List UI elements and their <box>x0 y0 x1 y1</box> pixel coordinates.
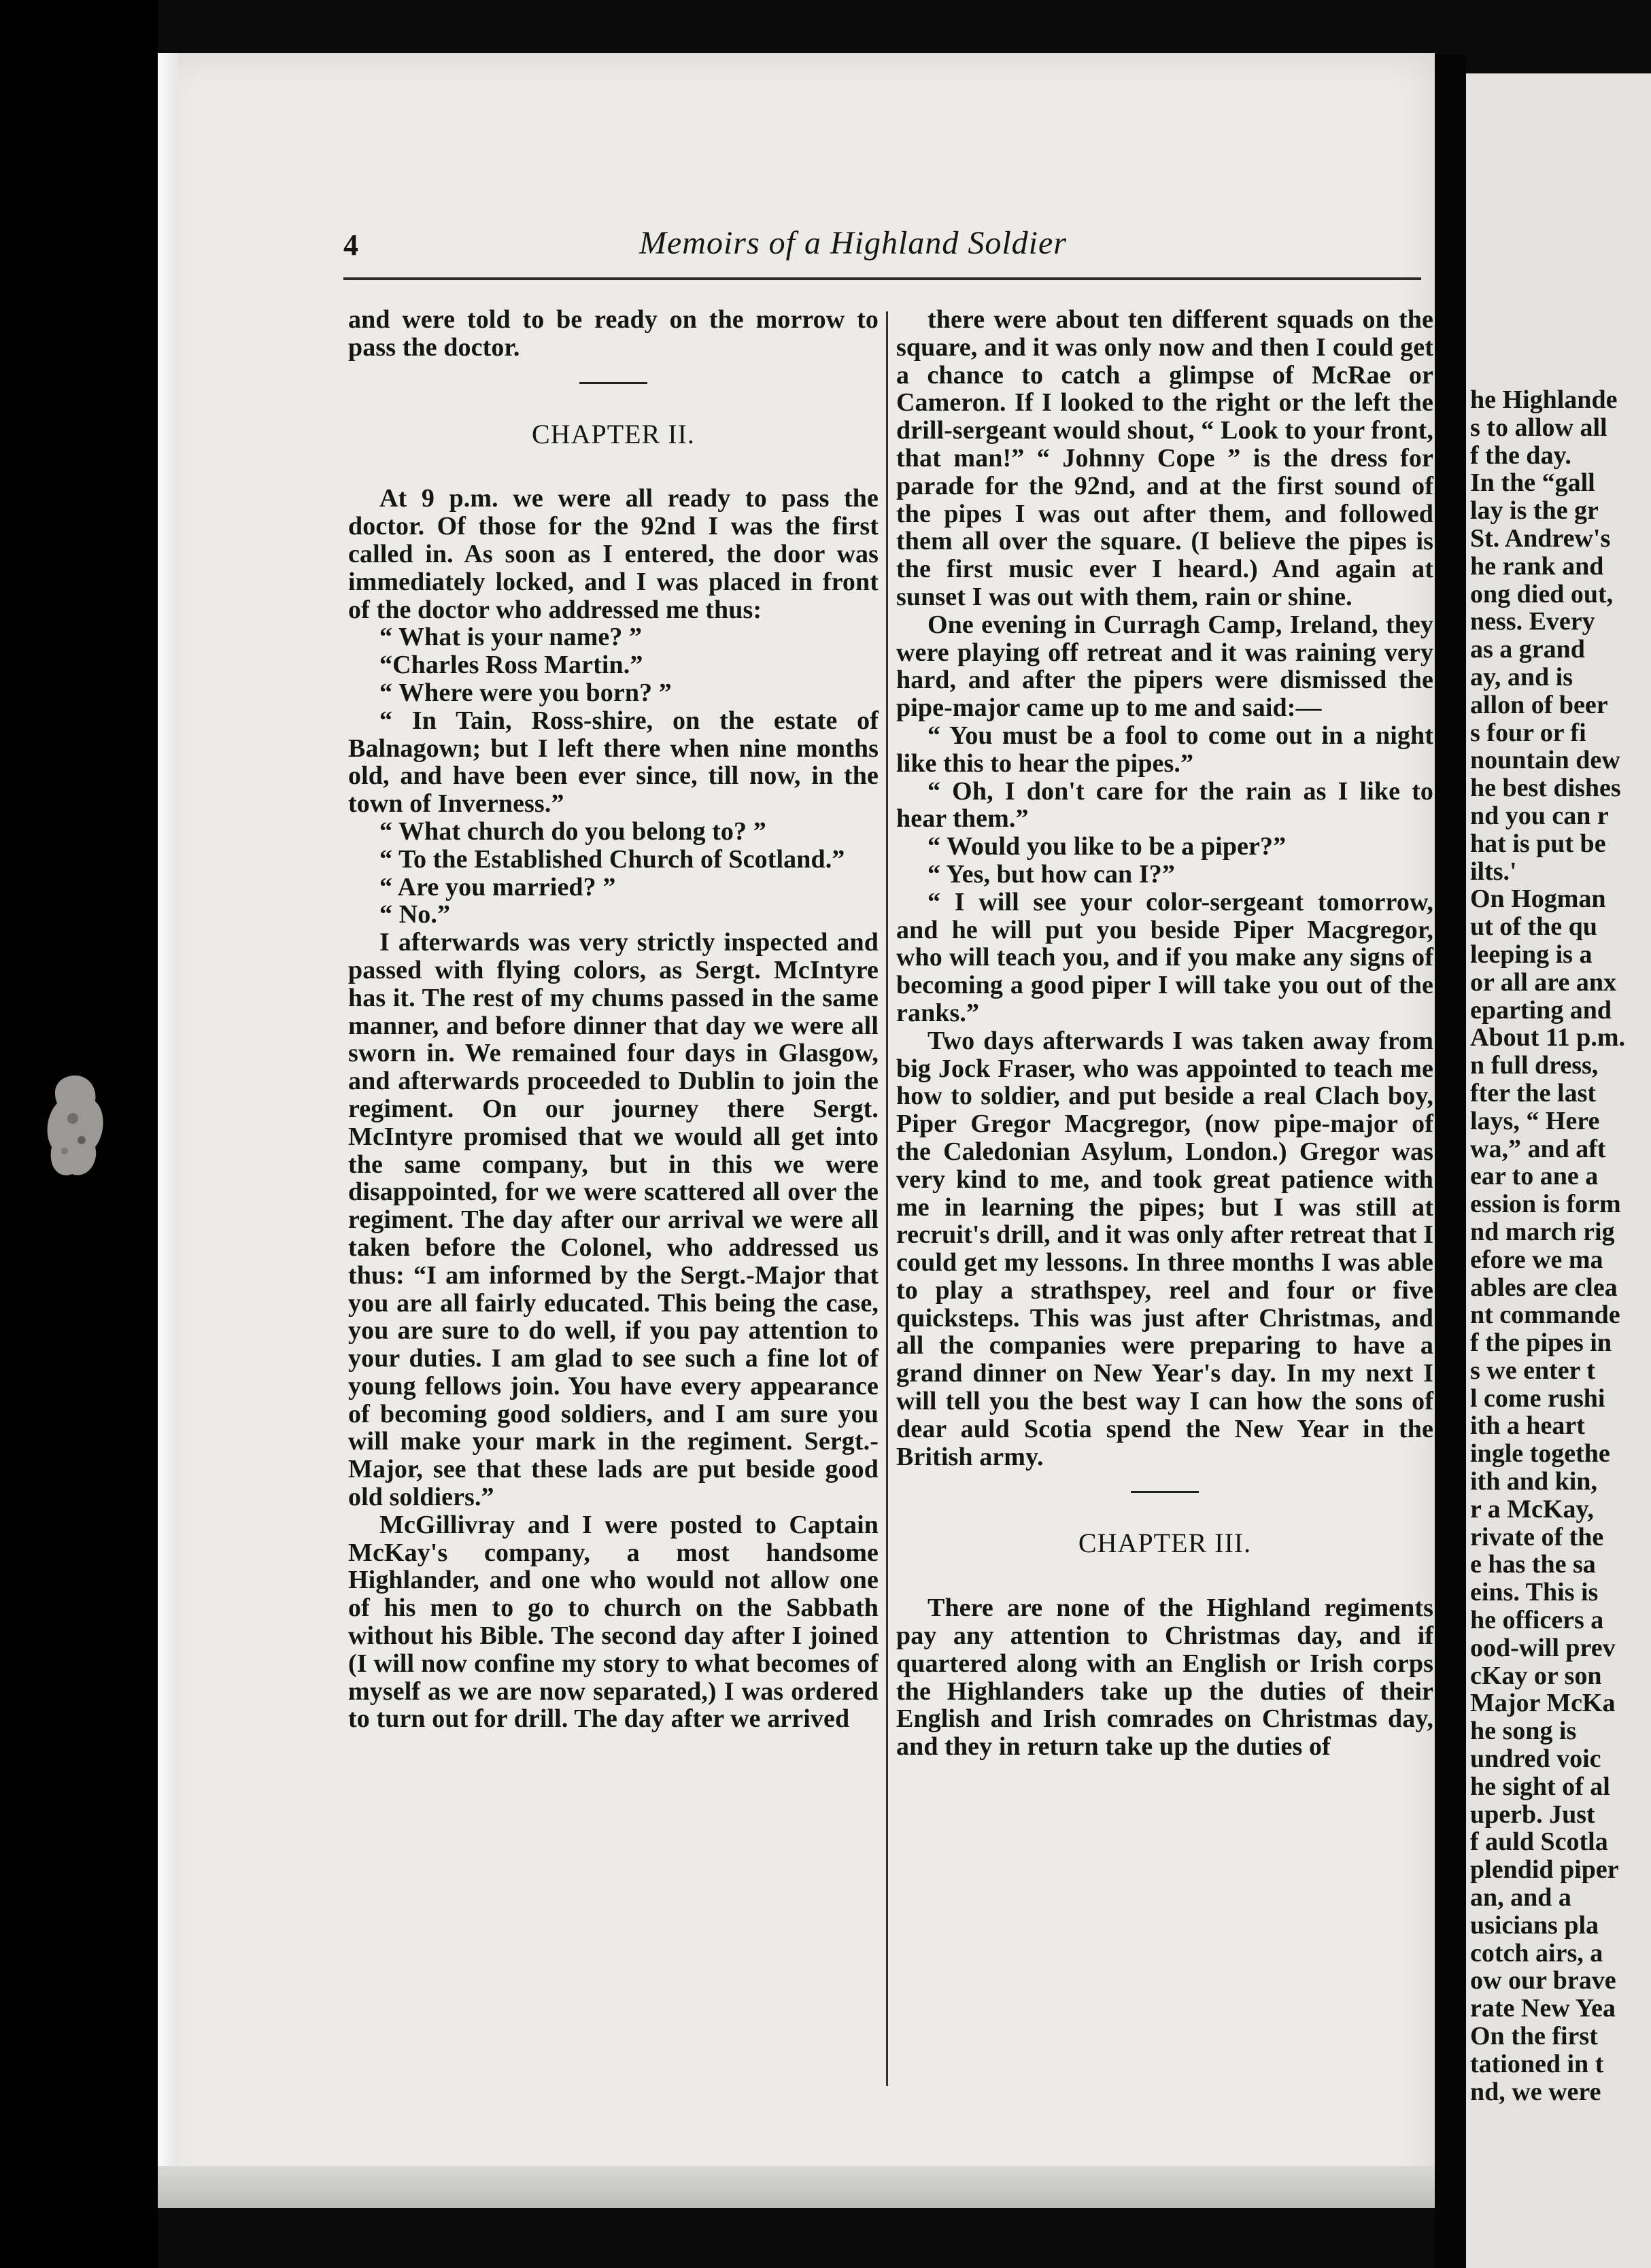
paragraph: “ You must be a fool to come out in a night like this to hear the pipes.” <box>896 721 1433 778</box>
facing-page <box>1466 73 1651 2268</box>
paragraph: “Charles Ross Martin.” <box>379 651 643 680</box>
paragraph: At 9 p.m. we were all ready to pass the doctor. Of those for the 92nd I was the first called in. As soon as I entered, the door was immediately locked, and I was placed in front of the doctor who addressed me thus: <box>348 484 879 624</box>
book-gutter <box>1435 54 1466 2268</box>
column-divider <box>886 311 888 2086</box>
page-edge-shade <box>158 53 178 2208</box>
paragraph: “ Would you like to be a piper?” <box>927 832 1287 861</box>
facing-page-text: he Highlande s to allow all f the day. In the “gall lay is the gr St. Andrew's he rank and ong died out, ness. Every as a grand ay, and is allon of beer s four or fi nountain dew he best dishes nd you can r hat is put be ilts.' On Hogman ut of the qu leeping is a or all are anx eparting and About 11 p.m. n full dress, fter the last lays, “ Here wa,” and aft ear to ane a ession is form nd march rig efore we ma ables are clea nt commande f the pipes in s we enter t l come rushi ith a heart ingle togethe ith and kin, r a McKay, rivate of the e has the sa eins. This is he officers a ood-will prev cKay or son Major McKa he song is undred voic he sight of al uperb. Just f auld Scotla plendid piper an, and a usicians pla cotch airs, a ow our brave rate New Yea On the first tationed in t nd, we were <box>1470 385 1626 2106</box>
section-separator <box>1131 1491 1199 1493</box>
running-title: Memoirs of a Highland Soldier <box>639 225 1067 261</box>
paragraph: McGillivray and I were posted to Captain McKay's company, a most handsome Highlander, and one who would not allow one of his men to go to church on the Sabbath without his Bible. The second day after I joined (I will now confine my story to what becomes of myself as we are now separated,) I was ordered to turn out for drill. The day after we arrived <box>348 1510 879 1734</box>
chapter-heading: CHAPTER III. <box>1078 1528 1252 1559</box>
paragraph: “ Where were you born? ” <box>379 678 672 707</box>
header-rule <box>343 277 1421 280</box>
left-paragraphs <box>348 485 879 1733</box>
right-column <box>896 306 1433 1761</box>
paragraph: Two days afterwards I was taken away from big Jock Fraser, who was appointed to teach me how to soldier, and put beside a real Clach boy, Piper Gregor Macgregor, (now pipe-major of the Caledonian Asylum, London.) Gregor was very kind to me, and took great patience with me in learning the pipes; but I was still at recruit's drill, and it was only after retreat that I could get my lessons. In three months I was able to play a strathspey, reel and four or five quicksteps. This was just after Christmas, and all the companies were preparing to have a grand dinner on New Year's day. In my next I will tell you the best way I can how the sons of dear auld Scotia spend the New Year in the British army. <box>896 1026 1433 1471</box>
paragraph: I afterwards was very strictly inspected and passed with flying colors, as Sergt. McIntyre has it. The rest of my chums passed in the same manner, and before dinner that day we were all sworn in. We remained four days in Glasgow, and afterwards proceeded to Dublin to join the regiment. On our journey there Sergt. McIntyre promised that we would all get into the same company, but in this we were disappointed, for we were scattered all over the regiment. The day after our arrival we were all taken before the Colonel, who addressed us thus: “I am informed by the Sergt.-Major that you are all fairly educated. This being the case, you are sure to do well, if you pay attention to your duties. I am glad to see such a fine lot of young fellows join. You have every appearance of becoming good soldiers, and I am sure you will make your mark in the regiment. Sergt.-Major, see that these lads are put beside good old soldiers.” <box>348 928 879 1512</box>
page-bottom-strip <box>158 2166 1435 2208</box>
page-number: 4 <box>343 228 358 262</box>
paper-stain <box>42 1071 110 1186</box>
paragraph: “ What church do you belong to? ” <box>379 817 766 846</box>
paragraph: “ Yes, but how can I?” <box>927 859 1175 889</box>
paragraph: “ No.” <box>379 900 451 929</box>
paragraph: “ Are you married? ” <box>379 872 616 901</box>
paragraph: there were about ten different squads on the square, and it was only now and then I could get a chance to catch a glimpse of McRae or Cameron. If I looked to the right or the left the drill-sergeant would shout, “ Look to your front, that man!” “ Johnny Cope ” is the dress for parade for the 92nd, and at the first sound of the pipes I was out after them, and followed them all over the square. (I believe the pipes is the first music ever I heard.) And again at sunset I was out with them, rain or shine. <box>896 305 1433 611</box>
left-column <box>348 306 879 1733</box>
paragraph: “ What is your name? ” <box>379 623 643 652</box>
section-separator <box>579 382 647 384</box>
paragraph: “ To the Established Church of Scotland.” <box>379 844 845 874</box>
right-paragraphs <box>896 306 1433 1471</box>
paragraph: “ I will see your color-sergeant tomorrow, and he will put you beside Piper Macgregor, who will teach you, and if you make any signs of becoming a good piper I will take you out of the ranks.” <box>896 887 1433 1027</box>
chapter-heading: CHAPTER II. <box>532 418 695 449</box>
paragraph: “ Oh, I don't care for the rain as I like to hear them.” <box>896 776 1433 834</box>
continued-paragraph: and were told to be ready on the morrow to pass the doctor. <box>348 305 879 362</box>
paragraph: One evening in Curragh Camp, Ireland, they were playing off retreat and it was raining very hard, and after the pipers were dismissed the pipe-major came up to me and said:— <box>896 610 1433 723</box>
paragraph: “ In Tain, Ross-shire, on the estate of Balnagown; but I left there when nine months old, and have been ever since, till now, in the town of Inverness.” <box>348 706 879 819</box>
chapter-paragraph: There are none of the Highland regiments pay any attention to Christmas day, and if quartered along with an English or Irish corps the Highlanders take up the duties of their English and Irish comrades on Christmas day, and they in return take up the duties of <box>896 1594 1433 1762</box>
